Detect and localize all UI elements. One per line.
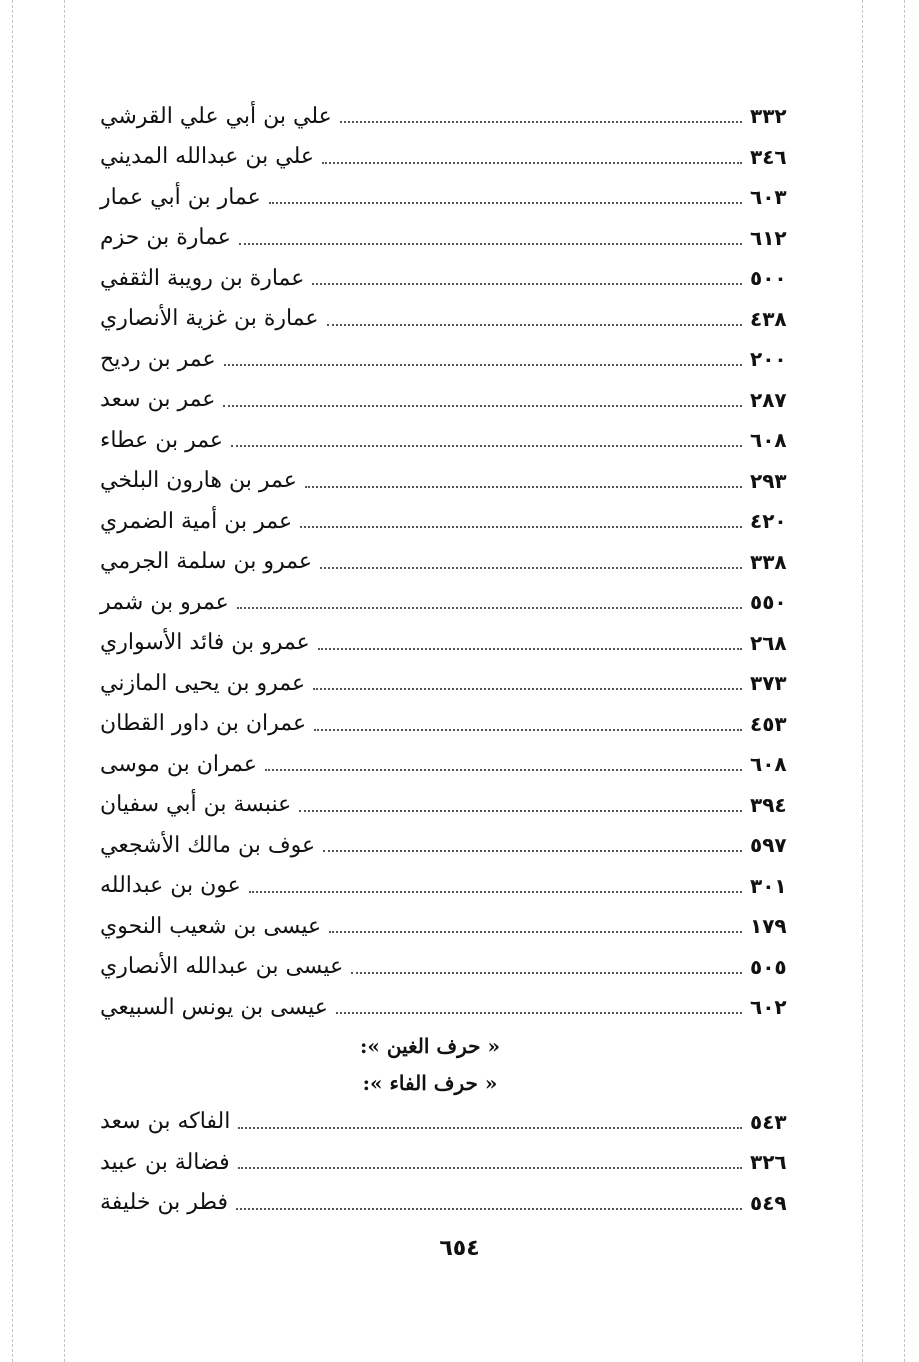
dotted-leader — [265, 769, 742, 771]
index-entry — [100, 177, 800, 218]
index-entry — [100, 420, 800, 461]
entry-page-number: ٦٠٨ — [750, 428, 787, 453]
entry-name: عمرو بن فائد الأسواري — [100, 630, 310, 656]
page-guide-line — [862, 0, 863, 1362]
dotted-leader — [300, 526, 742, 528]
index-entry — [100, 582, 800, 623]
section-heading-text: « حرف الغين » — [367, 1034, 500, 1058]
dotted-leader — [336, 1012, 742, 1014]
dotted-leader — [269, 202, 742, 204]
dotted-leader — [238, 1167, 742, 1169]
index-entry — [100, 339, 800, 380]
dotted-leader — [237, 607, 742, 609]
dotted-leader — [318, 648, 742, 650]
index-entry — [100, 663, 800, 704]
dotted-leader — [351, 972, 742, 974]
entry-name: عمر بن هارون البلخي — [100, 468, 297, 494]
dotted-leader — [239, 243, 742, 245]
index-entry — [100, 542, 800, 583]
page-number: ٦٥٤ — [439, 1236, 480, 1261]
index-entry — [100, 258, 800, 299]
entry-page-number: ١٧٩ — [750, 914, 787, 939]
index-entry — [100, 1183, 800, 1224]
index-entry — [100, 704, 800, 745]
index-entry — [100, 218, 800, 259]
index-entry — [100, 987, 800, 1028]
entry-page-number: ٥٤٩ — [750, 1190, 787, 1215]
index-entry — [100, 906, 800, 947]
entry-name: عمرو بن شمر — [100, 589, 229, 615]
entry-name: عمارة بن غزية الأنصاري — [100, 306, 319, 332]
dotted-leader — [238, 1127, 742, 1129]
dotted-leader — [320, 567, 742, 569]
dotted-leader — [231, 445, 742, 447]
index-list — [100, 96, 800, 1028]
entry-name: عمران بن موسى — [100, 751, 258, 777]
entry-name: عمران بن داور القطان — [100, 711, 307, 737]
page-guide-line — [12, 0, 13, 1362]
entry-name: عمار بن أبي عمار — [100, 184, 261, 210]
entry-page-number: ٥٠٠ — [750, 266, 787, 291]
dotted-leader — [312, 283, 742, 285]
dotted-leader — [327, 324, 742, 326]
index-entry — [100, 1142, 800, 1183]
page-guide-line — [64, 0, 65, 1362]
index-entry — [100, 825, 800, 866]
section-colon: : — [362, 1071, 371, 1095]
entry-name: عمر بن أمية الضمري — [100, 508, 293, 534]
entry-name: فضالة بن عبيد — [100, 1149, 230, 1175]
entry-page-number: ٥٤٣ — [750, 1109, 787, 1134]
entry-page-number: ٤٥٣ — [750, 711, 787, 736]
dotted-leader — [329, 931, 742, 933]
page-guide-line — [904, 0, 905, 1362]
entry-page-number: ٣٩٤ — [750, 792, 787, 817]
dotted-leader — [340, 121, 742, 123]
entry-page-number: ٣٣٨ — [750, 549, 787, 574]
entry-name: عمر بن عطاء — [100, 427, 224, 453]
index-entry — [100, 501, 800, 542]
index-entry — [100, 461, 800, 502]
entry-page-number: ٢٠٠ — [750, 347, 787, 372]
entry-name: عيسى بن عبدالله الأنصاري — [100, 954, 344, 980]
index-entry — [100, 299, 800, 340]
entry-name: عيسى بن يونس السبيعي — [100, 994, 328, 1020]
dotted-leader — [322, 162, 742, 164]
dotted-leader — [223, 405, 742, 407]
entry-page-number: ٥٥٠ — [750, 590, 787, 615]
index-entry — [100, 866, 800, 907]
index-entry — [100, 947, 800, 988]
entry-page-number: ٣٣٢ — [750, 104, 787, 129]
entry-name: عيسى بن شعيب النحوي — [100, 913, 322, 939]
dotted-leader — [236, 1208, 742, 1210]
entry-page-number: ٢٨٧ — [750, 387, 787, 412]
index-entry — [100, 785, 800, 826]
dotted-leader — [224, 364, 742, 366]
index-list — [100, 1102, 800, 1224]
entry-name: علي بن أبي علي القرشي — [100, 103, 332, 129]
entry-name: عون بن عبدالله — [100, 873, 241, 899]
section-heading — [100, 1028, 800, 1065]
index-entry — [100, 1102, 800, 1143]
entry-page-number: ٦٠٨ — [750, 752, 787, 777]
index-entry — [100, 96, 800, 137]
dotted-leader — [299, 810, 742, 812]
entry-name: عمر بن سعد — [100, 387, 216, 413]
entry-name: عمارة بن حزم — [100, 225, 231, 251]
entry-name: فطر بن خليفة — [100, 1190, 229, 1216]
dotted-leader — [323, 850, 742, 852]
entry-name: عمر بن رديح — [100, 346, 216, 372]
entry-name: عنبسة بن أبي سفيان — [100, 792, 292, 818]
entry-page-number: ٤٣٨ — [750, 306, 787, 331]
entry-page-number: ٦١٢ — [750, 225, 787, 250]
entry-name: الفاكه بن سعد — [100, 1109, 231, 1135]
entry-page-number: ٢٦٨ — [750, 630, 787, 655]
section-heading-text: « حرف الفاء » — [370, 1071, 498, 1095]
index-entry — [100, 137, 800, 178]
entry-page-number: ٤٢٠ — [750, 509, 787, 534]
entry-page-number: ٦٠٣ — [750, 185, 787, 210]
entry-page-number: ٣٢٦ — [750, 1150, 787, 1175]
index-page — [100, 96, 800, 1223]
entry-page-number: ٣٠١ — [750, 873, 787, 898]
section-colon: : — [360, 1034, 368, 1058]
entry-page-number: ٣٤٦ — [750, 144, 787, 169]
dotted-leader — [314, 729, 742, 731]
entry-page-number: ٥٠٥ — [750, 954, 787, 979]
dotted-leader — [249, 891, 742, 893]
section-heading — [100, 1065, 800, 1102]
dotted-leader — [313, 688, 742, 690]
entry-page-number: ٦٠٢ — [750, 995, 787, 1020]
entry-page-number: ٥٩٧ — [750, 833, 787, 858]
entry-page-number: ٣٧٣ — [750, 671, 787, 696]
dotted-leader — [305, 486, 742, 488]
entry-name: عوف بن مالك الأشجعي — [100, 832, 316, 858]
entry-name: عمرو بن يحيى المازني — [100, 670, 306, 696]
entry-name: علي بن عبدالله المديني — [100, 144, 314, 170]
entry-name: عمرو بن سلمة الجرمي — [100, 549, 312, 575]
entry-name: عمارة بن رويبة الثقفي — [100, 265, 305, 291]
index-entry — [100, 623, 800, 664]
index-entry — [100, 744, 800, 785]
entry-page-number: ٢٩٣ — [750, 468, 787, 493]
index-entry — [100, 380, 800, 421]
